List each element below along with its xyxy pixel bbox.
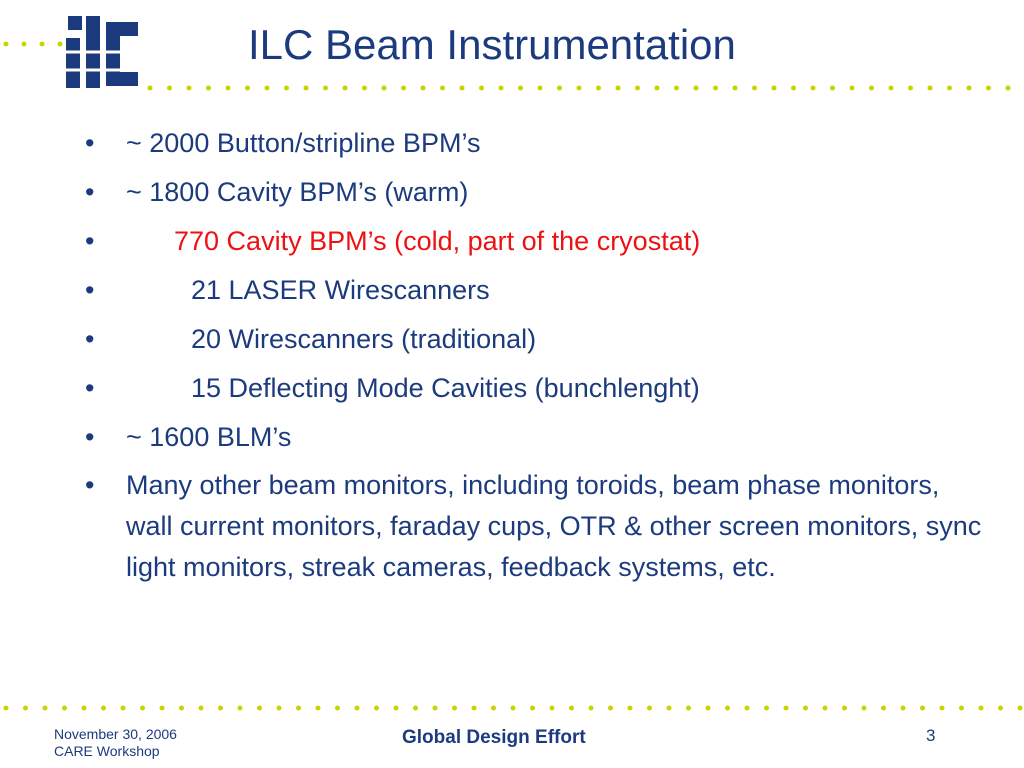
divider-dot: [394, 706, 399, 711]
divider-dot: [304, 86, 309, 91]
divider-dot: [530, 706, 535, 711]
divider-dot: [316, 706, 321, 711]
divider-dot: [589, 706, 594, 711]
divider-dot: [355, 706, 360, 711]
footer-event: CARE Workshop: [54, 743, 160, 759]
bullet-item: [85, 269, 985, 311]
divider-dot: [928, 86, 933, 91]
slide-title: ILC Beam Instrumentation: [248, 21, 736, 68]
divider-dot: [82, 706, 87, 711]
divider-dot: [101, 706, 106, 711]
divider-dot: [238, 706, 243, 711]
bullet-item: [85, 416, 985, 458]
divider-dot: [140, 706, 145, 711]
divider-dot: [499, 86, 504, 91]
divider-dot: [713, 86, 718, 91]
bullet-item: [85, 171, 985, 213]
footer-date: November 30, 2006: [54, 726, 177, 742]
divider-dot: [881, 706, 886, 711]
divider-dot: [518, 86, 523, 91]
divider-dot: [296, 706, 301, 711]
divider-dot: [1006, 86, 1011, 91]
divider-dot: [460, 86, 465, 91]
divider-dot: [491, 706, 496, 711]
divider-dot: [1018, 706, 1023, 711]
dotted-divider-top: [0, 82, 1024, 94]
bullet-item: [85, 367, 985, 409]
divider-dot: [608, 706, 613, 711]
divider-dot: [967, 86, 972, 91]
divider-dot: [167, 86, 172, 91]
divider-dot: [686, 706, 691, 711]
divider-dot: [569, 706, 574, 711]
ilc-logo-icon: [62, 12, 142, 92]
divider-dot: [889, 86, 894, 91]
divider-dot: [206, 86, 211, 91]
divider-dot: [733, 86, 738, 91]
divider-dot: [472, 706, 477, 711]
divider-dot: [265, 86, 270, 91]
divider-dot: [557, 86, 562, 91]
divider-dot: [413, 706, 418, 711]
divider-dot: [920, 706, 925, 711]
divider-dot: [440, 86, 445, 91]
divider-dot: [745, 706, 750, 711]
bullet-text: 20 Wirescanners (traditional): [191, 324, 537, 354]
divider-dot: [362, 86, 367, 91]
divider-dot: [784, 706, 789, 711]
divider-dot: [986, 86, 991, 91]
divider-dot: [655, 86, 660, 91]
bullet-list: [85, 122, 985, 588]
divider-dot: [998, 706, 1003, 711]
divider-dot: [257, 706, 262, 711]
divider-dot: [4, 706, 9, 711]
divider-dot: [674, 86, 679, 91]
bullet-text: Many other beam monitors, including toroids, beam phase monitors, wall current monitors, faraday cups, OTR & other screen monitors, sync light monitors, streak cameras, feedback systems, etc.: [126, 470, 982, 582]
divider-dot: [62, 706, 67, 711]
divider-dot: [511, 706, 516, 711]
divider-dot: [823, 706, 828, 711]
divider-dot: [277, 706, 282, 711]
footer-center-text: Global Design Effort: [402, 727, 586, 748]
divider-dot: [706, 706, 711, 711]
bullet-marker: •: [85, 373, 95, 403]
divider-dot: [667, 706, 672, 711]
divider-dot: [842, 706, 847, 711]
divider-dot: [947, 86, 952, 91]
divider-dot: [791, 86, 796, 91]
divider-dot: [647, 706, 652, 711]
divider-dot: [452, 706, 457, 711]
divider-dot: [752, 86, 757, 91]
divider-dot: [577, 86, 582, 91]
divider-dot: [187, 86, 192, 91]
divider-dot: [979, 706, 984, 711]
divider-dot: [862, 706, 867, 711]
bullet-text: ~ 1800 Cavity BPM’s (warm): [126, 177, 469, 207]
divider-dot: [550, 706, 555, 711]
bullet-text: 21 LASER Wirescanners: [191, 275, 490, 305]
divider-dot: [148, 86, 153, 91]
divider-dot: [218, 706, 223, 711]
divider-dot: [323, 86, 328, 91]
bullet-item: [85, 318, 985, 360]
divider-dot: [245, 86, 250, 91]
divider-dot: [538, 86, 543, 91]
bullet-text: 15 Deflecting Mode Cavities (bunchlenght): [191, 373, 700, 403]
divider-dot: [596, 86, 601, 91]
footer-left: [54, 726, 177, 760]
divider-dot: [121, 706, 126, 711]
bullet-marker: •: [85, 470, 95, 500]
divider-dot: [811, 86, 816, 91]
bullet-item-highlight: [85, 220, 985, 262]
dotted-divider-bottom: [0, 702, 1024, 714]
dotted-divider-top-left: [0, 38, 70, 50]
divider-dot: [830, 86, 835, 91]
divider-dot: [479, 86, 484, 91]
divider-dot: [23, 706, 28, 711]
bullet-marker: •: [85, 226, 95, 256]
bullet-item: [85, 465, 985, 588]
page-number: 3: [926, 726, 936, 745]
divider-dot: [401, 86, 406, 91]
divider-dot: [628, 706, 633, 711]
divider-dot: [374, 706, 379, 711]
divider-dot: [635, 86, 640, 91]
divider-dot: [382, 86, 387, 91]
bullet-text: ~ 1600 BLM’s: [126, 422, 292, 452]
divider-dot: [772, 86, 777, 91]
divider-dot: [940, 706, 945, 711]
bullet-text: ~ 2000 Button/stripline BPM’s: [126, 128, 481, 158]
bullet-marker: •: [85, 128, 95, 158]
divider-dot: [850, 86, 855, 91]
divider-dot: [908, 86, 913, 91]
divider-dot: [199, 706, 204, 711]
divider-dot: [43, 706, 48, 711]
divider-dot: [725, 706, 730, 711]
divider-dot: [959, 706, 964, 711]
divider-dot: [901, 706, 906, 711]
divider-dot: [694, 86, 699, 91]
divider-dot: [335, 706, 340, 711]
bullet-marker: •: [85, 275, 95, 305]
bullet-item: [85, 122, 985, 164]
bullet-marker: •: [85, 177, 95, 207]
divider-dot: [616, 86, 621, 91]
divider-dot: [433, 706, 438, 711]
divider-dot: [179, 706, 184, 711]
divider-dot: [284, 86, 289, 91]
divider-dot: [343, 86, 348, 91]
divider-dot: [803, 706, 808, 711]
divider-dot: [764, 706, 769, 711]
bullet-marker: •: [85, 422, 95, 452]
bullet-marker: •: [85, 324, 95, 354]
divider-dot: [160, 706, 165, 711]
bullet-text: 770 Cavity BPM’s (cold, part of the cryostat): [174, 226, 701, 256]
divider-dot: [226, 86, 231, 91]
divider-dot: [421, 86, 426, 91]
divider-dot: [869, 86, 874, 91]
